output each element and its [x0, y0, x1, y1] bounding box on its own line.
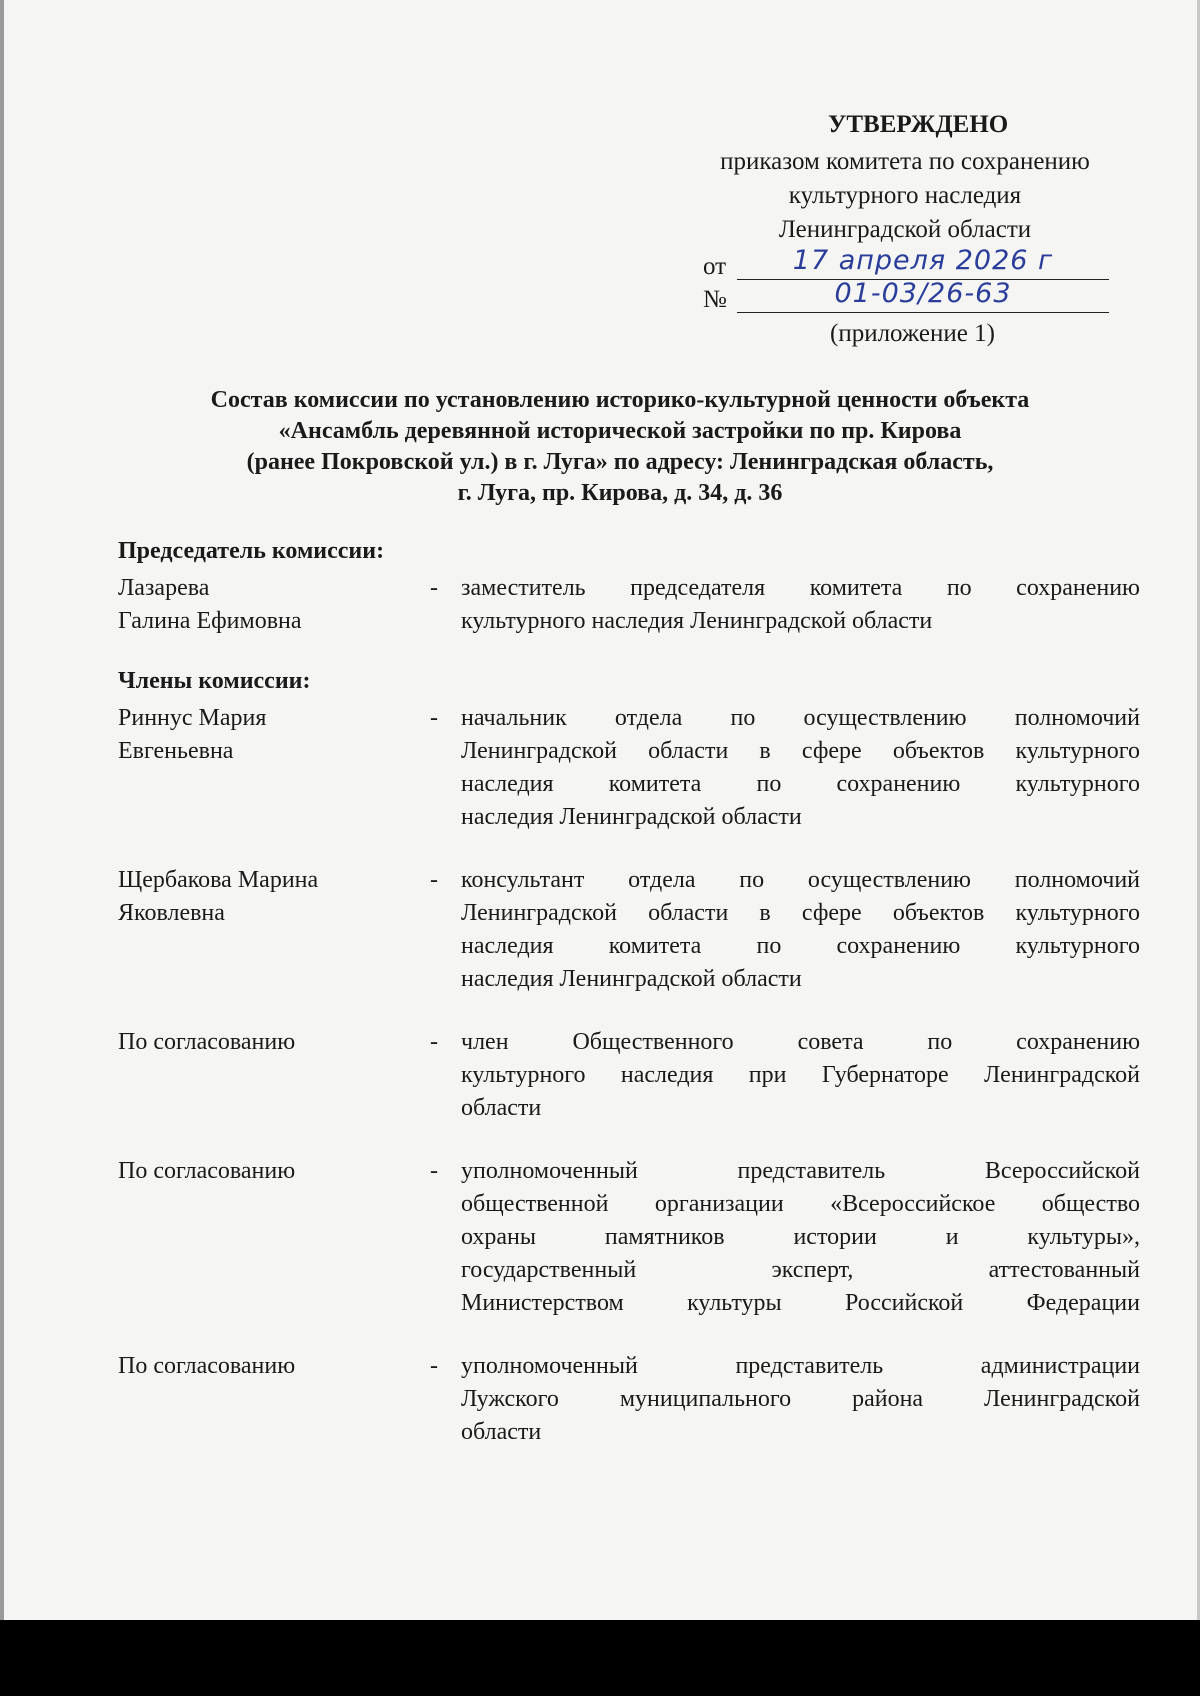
duty-line: охраны памятников истории и культуры»,: [461, 1224, 1140, 1250]
duty-line: уполномоченный представитель Всероссийской: [461, 1158, 1140, 1184]
date-prefix: от: [703, 253, 727, 280]
duty-line: культурного наследия при Губернаторе Ленинградской: [461, 1062, 1140, 1088]
member-name-line-1: По согласованию: [118, 1353, 296, 1379]
member-name-line-1: По согласованию: [118, 1029, 296, 1055]
member-duty: [461, 702, 1140, 834]
scan-left-edge: [0, 0, 4, 1620]
member-duty: [461, 1350, 1140, 1449]
member-name: [118, 1155, 418, 1188]
scan-bottom-border: [0, 1620, 1200, 1696]
approval-line-2: культурного наследия: [788, 182, 1022, 209]
duty-line: области: [461, 1419, 542, 1445]
members-heading: Члены комиссии:: [118, 668, 311, 694]
annex-label: (приложение 1): [830, 320, 995, 347]
duty-line: член Общественного совета по сохранению: [461, 1029, 1140, 1055]
title-line-1: Состав комиссии по установлению историко-культурной ценности объекта: [210, 387, 1030, 413]
member-name: [118, 702, 418, 768]
duty-line: наследия Ленинградской области: [461, 804, 802, 830]
duty-line: наследия комитета по сохранению культурного: [461, 771, 1140, 797]
duty-line: общественной организации «Всероссийское общество: [461, 1191, 1140, 1217]
duty-line: Ленинградской области в сфере объектов культурного: [461, 738, 1140, 764]
chair-duty: [461, 572, 1140, 638]
duty-line: начальник отдела по осуществлению полномочий: [461, 705, 1140, 731]
duty-line: области: [461, 1095, 542, 1121]
member-name-line-1: По согласованию: [118, 1158, 296, 1184]
member-dash: -: [430, 1029, 438, 1055]
member-duty: [461, 1026, 1140, 1125]
member-duty: [461, 1155, 1140, 1320]
duty-line: наследия комитета по сохранению культурного: [461, 933, 1140, 959]
member-name: [118, 1350, 418, 1383]
member-name-line-1: Риннус Мария: [118, 705, 267, 731]
approval-line-1: приказом комитета по сохранению: [720, 148, 1090, 175]
chair-name-line-2: Галина Ефимовна: [118, 608, 302, 634]
title-line-4: г. Луга, пр. Кирова, д. 34, д. 36: [457, 480, 783, 506]
member-name: [118, 864, 418, 930]
chair-duty-line-2: культурного наследия Ленинградской области: [461, 608, 933, 634]
chair-name-line-1: Лазарева: [118, 575, 210, 601]
chair-name: [118, 572, 418, 638]
duty-line: Лужского муниципального района Ленинградской: [461, 1386, 1140, 1412]
handwritten-number: 01-03/26-63: [834, 278, 1012, 309]
duty-line: государственный эксперт, аттестованный: [461, 1257, 1140, 1283]
member-dash: -: [430, 705, 438, 731]
duty-line: Министерством культуры Российской Федерации: [461, 1290, 1140, 1316]
duty-line: консультант отдела по осуществлению полномочий: [461, 867, 1140, 893]
title-line-3: (ранее Покровской ул.) в г. Луга» по адресу: Ленинградская область,: [246, 449, 994, 475]
approval-line-3: Ленинградской области: [778, 216, 1032, 243]
approval-title: УТВЕРЖДЕНО: [828, 111, 1009, 138]
member-name-line-2: Яковлевна: [118, 900, 225, 926]
member-name: [118, 1026, 418, 1059]
number-prefix: №: [703, 286, 727, 313]
handwritten-date: 17 апреля 2026 г: [792, 245, 1054, 276]
title-line-2: «Ансамбль деревянной исторической застройки по пр. Кирова: [278, 418, 962, 444]
member-duty: [461, 864, 1140, 996]
member-dash: -: [430, 1158, 438, 1184]
chair-heading: Председатель комиссии:: [118, 538, 385, 564]
number-underline: [737, 312, 1109, 313]
chair-dash: -: [430, 575, 438, 601]
member-name-line-2: Евгеньевна: [118, 738, 234, 764]
chair-duty-line-1: заместитель председателя комитета по сохранению: [461, 575, 1140, 601]
duty-line: Ленинградской области в сфере объектов культурного: [461, 900, 1140, 926]
member-name-line-1: Щербакова Марина: [118, 867, 319, 893]
duty-line: наследия Ленинградской области: [461, 966, 802, 992]
member-dash: -: [430, 867, 438, 893]
document-title: [100, 385, 1140, 509]
approval-number-row: [703, 278, 1113, 317]
duty-line: уполномоченный представитель администрации: [461, 1353, 1140, 1379]
member-dash: -: [430, 1353, 438, 1379]
